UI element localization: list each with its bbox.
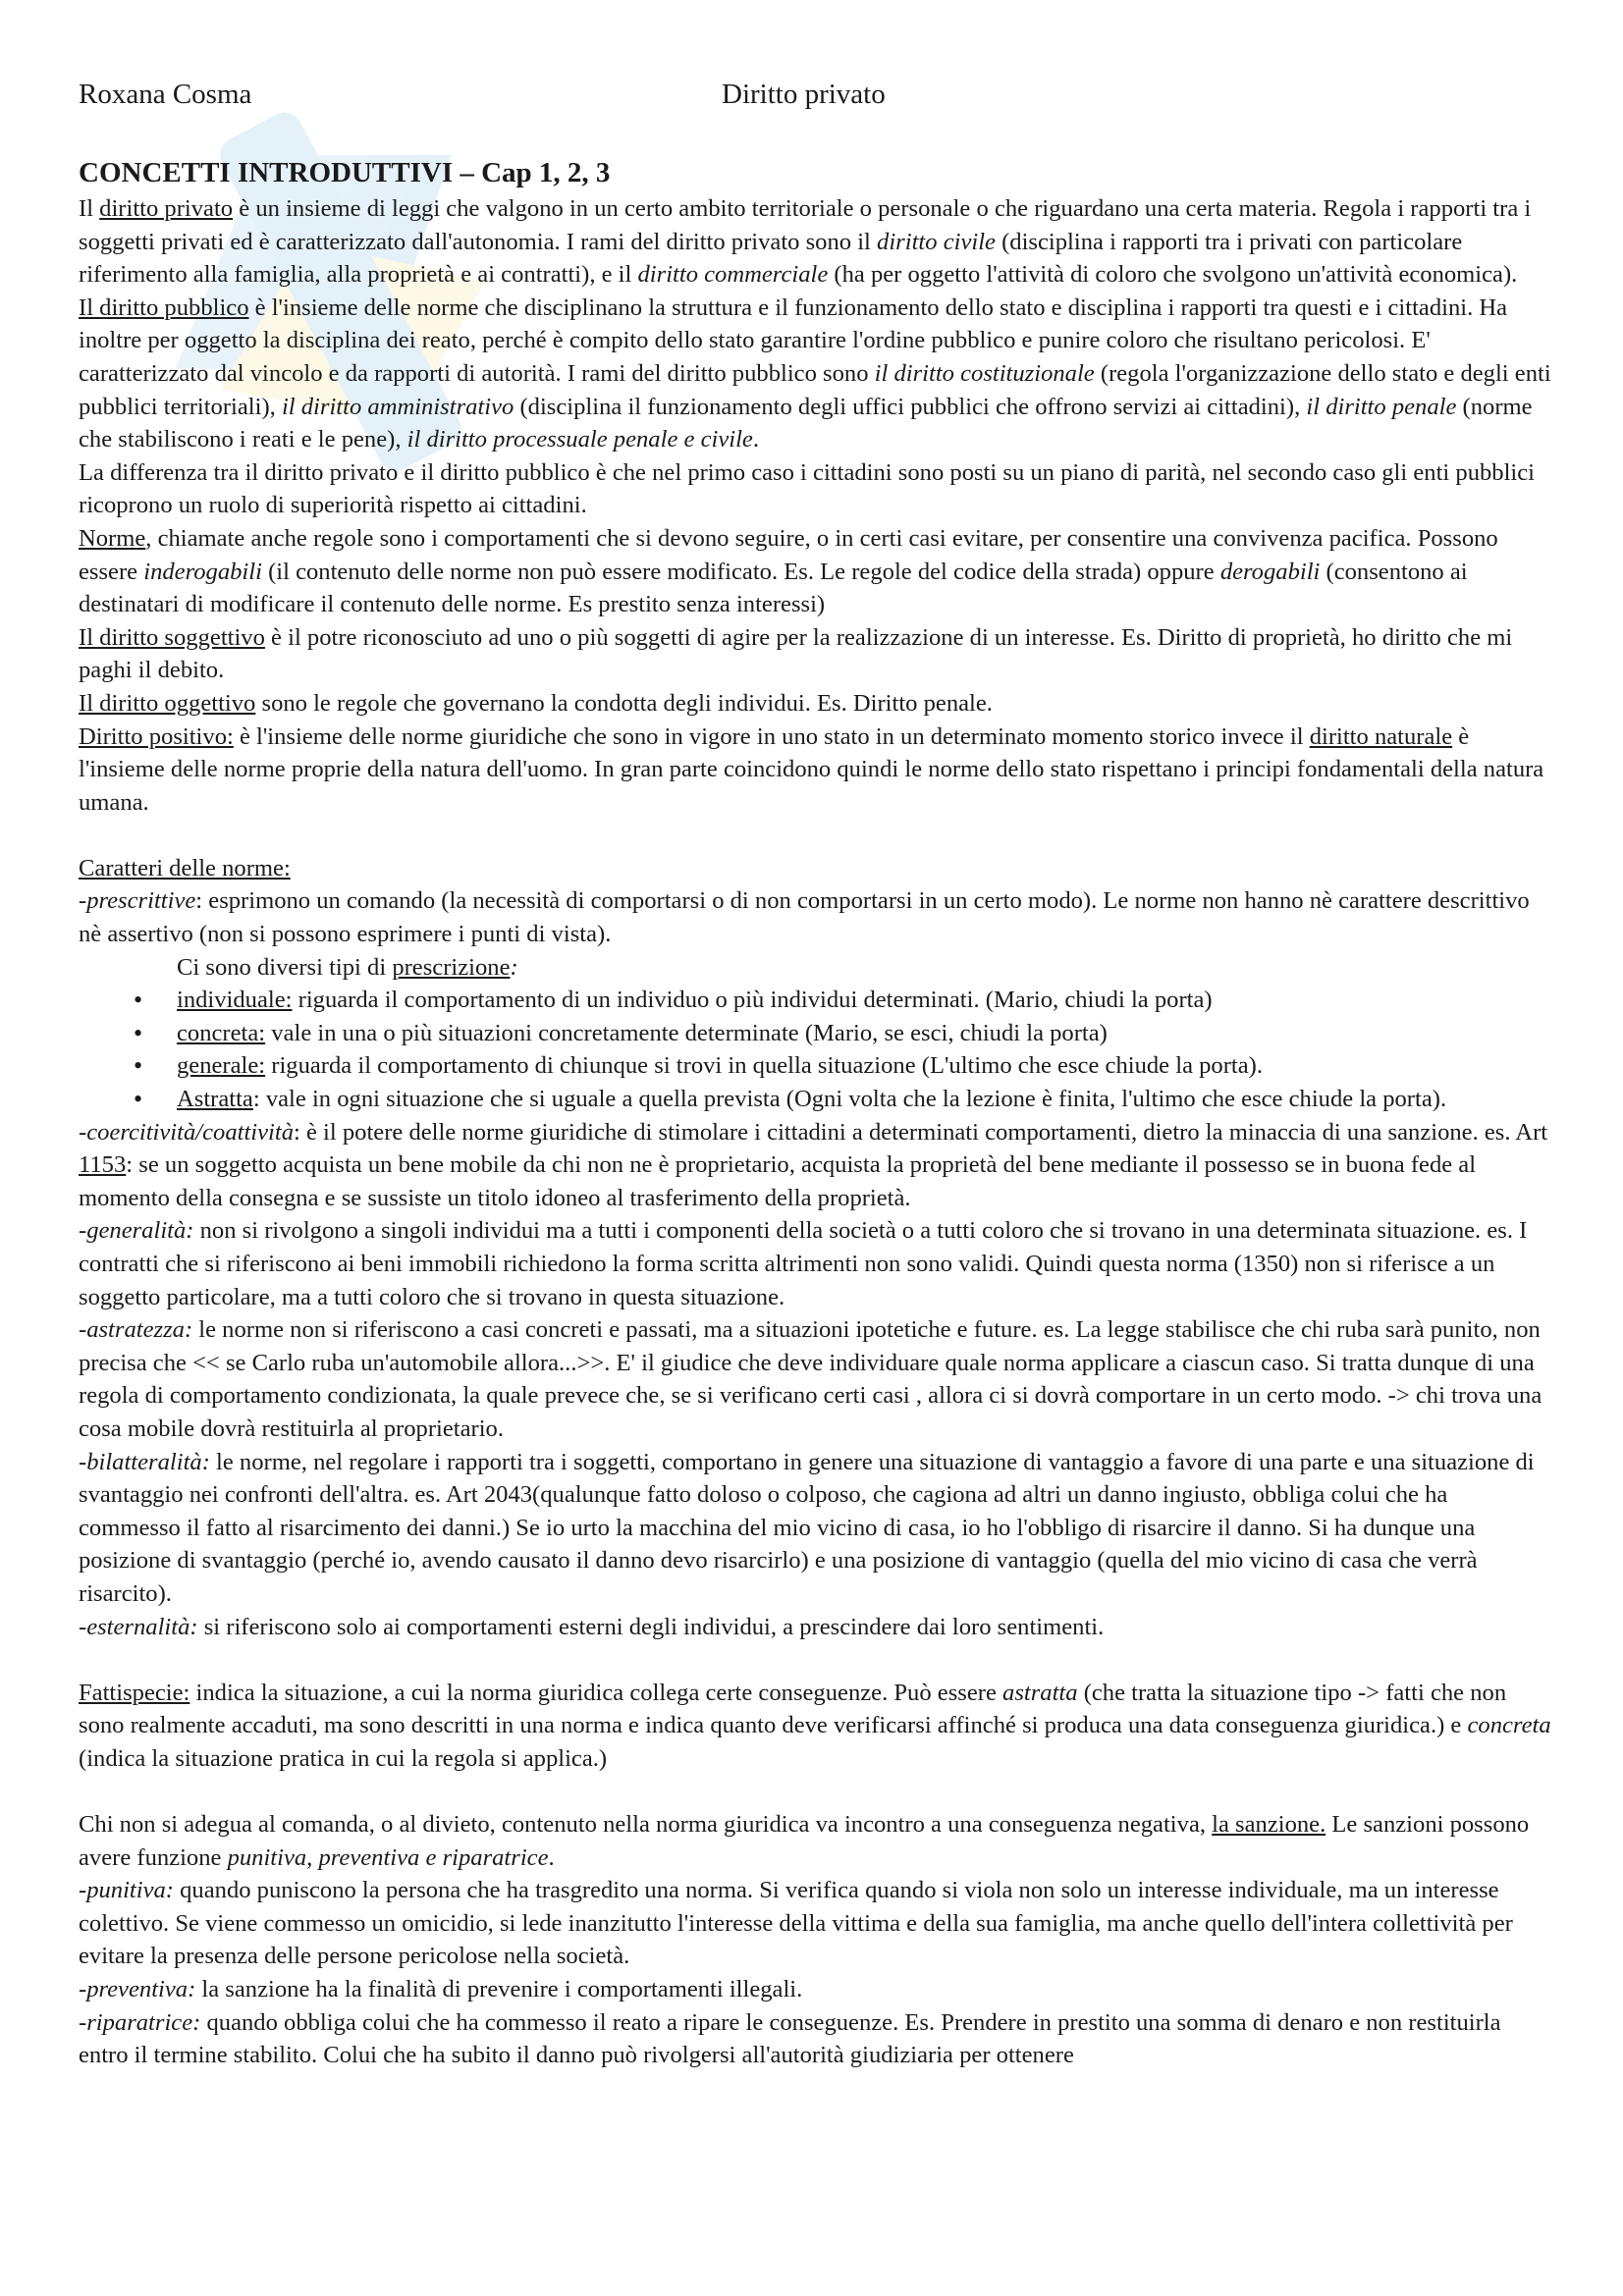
paragraph-coercitivita: -coercitività/coattività: è il potere delle norme giuridiche di stimolare i cittadini a determinati comportamenti, dietro la minaccia di una sanzione. es. Art 1153: se un soggetto acquista un bene mobile da chi non ne è proprietario, acquista la proprietà del bene mediante il possesso se in buona fede al momento della consegna e se sussiste un titolo idoneo al trasferimento della proprietà. (79, 1118, 1548, 1211)
paragraph-esternalita: -esternalità: si riferiscono solo ai comportamenti esterni degli individui, a prescindere dai loro sentimenti. (79, 1613, 1105, 1640)
paragraph-diritto-positivo: Diritto positivo: è l'insieme delle norme giuridiche che sono in vigore in uno stato in un determinato momento storico invece il diritto naturale è l'insieme delle norme proprie della natura dell'uomo. In gran parte coincidono quindi le norme dello stato rispettano i principi fondamentali della natura umana. (79, 722, 1544, 816)
author-name: Roxana Cosma (79, 79, 252, 110)
paragraph-diritto-oggettivo: Il diritto oggettivo sono le regole che governano la condotta degli individui. Es. Diritto penale. (79, 689, 993, 717)
list-item: • Astratta: vale in ogni situazione che si uguale a quella prevista (Ogni volta che la lezione è finita, l'ultimo che esce chiude la porta). (177, 1083, 1553, 1116)
paragraph-tipi-prescrizione: Ci sono diversi tipi di prescrizione: (177, 953, 518, 981)
paragraph-norme: Norme, chiamate anche regole sono i comportamenti che si devono seguire, o in certi casi evitare, per consentire una convivenza pacifica. Possono essere inderogabili (il contenuto delle norme non può essere modificato. Es. Le regole del codice della strada) oppure derogabili (consentono ai destinatari di modificare il contenuto delle norme. Es prestito senza interessi) (79, 524, 1498, 618)
paragraph-sanzione: Chi non si adegua al comanda, o al divieto, contenuto nella norma giuridica va incontro a una conseguenza negativa, la sanzione. Le sanzioni possono avere funzione punitiva, preventiva e riparatrice. (79, 1811, 1530, 1871)
list-item: • concreta: vale in una o più situazioni concretamente determinate (Mario, se esci, chiudi la porta) (177, 1017, 1553, 1050)
heading-caratteri: Caratteri delle norme: (79, 854, 291, 881)
paragraph-diritto-privato: Il diritto privato è un insieme di leggi che valgono in un certo ambito territoriale o personale o che riguardano una certa materia. Regola i rapporti tra i soggetti privati ed è caratterizzato dall'autonomia. I rami del diritto privato sono il diritto civile (disciplina i rapporti tra i privati con particolare riferimento alla famiglia, alla proprietà e ai contratti), e il diritto commerciale (ha per oggetto l'attività di coloro che svolgono un'attività economica). (79, 195, 1532, 289)
list-item: • individuale: riguarda il comportamento di un individuo o più individui determinati. (Mario, chiudi la porta) (177, 984, 1553, 1017)
section-title: CONCETTI INTRODUTTIVI – Cap 1, 2, 3 (79, 157, 611, 188)
page-header (79, 79, 1551, 118)
document-body (79, 155, 1553, 2072)
paragraph-generalita: -generalità: non si rivolgono a singoli individui ma a tutti i componenti della società o a tutti coloro che si trovano in una determinata situazione. es. I contratti che si riferiscono ai beni immobili richiedono la forma scritta altrimenti non sono validi. Quindi questa norma (1350) non si riferisce a un soggetto particolare, ma a tutti coloro che si trovano in questa situazione. (79, 1217, 1528, 1310)
paragraph-diritto-soggettivo: Il diritto soggettivo è il potre riconosciuto ad uno o più soggetti di agire per la realizzazione di un interesse. Es. Diritto di proprietà, ho diritto che mi paghi il debito. (79, 623, 1513, 684)
paragraph-astratezza: -astratezza: le norme non si riferiscono a casi concreti e passati, ma a situazioni ipotetiche e future. es. La legge stabilisce che chi ruba sarà punito, non precisa che << se Carlo ruba un'automobile allora...>>. E' il giudice che deve individuare quale norma applicare a ciascun caso. Si tratta dunque di una regola di comportamento condizionata, la quale prevece che, se si verificano certi casi , allora ci si dovrà comportare in un certo modo. -> chi trova una cosa mobile dovrà restituirla al proprietario. (79, 1316, 1542, 1442)
document-title: Diritto privato (722, 79, 886, 110)
paragraph-differenza: La differenza tra il diritto privato e il diritto pubblico è che nel primo caso i cittadini sono posti su un piano di parità, nel secondo caso gli enti pubblici ricoprono un ruolo di superiorità rispetto ai cittadini. (79, 458, 1535, 519)
paragraph-riparatrice: -riparatrice: quando obbliga colui che ha commesso il reato a ripare le conseguenze. Es. Prendere in prestito una somma di denaro e non restituirla entro il termine stabilito. Colui che ha subito il danno può rivolgersi all'autorità giudiziaria per ottenere (79, 2008, 1501, 2069)
paragraph-fattispecie: Fattispecie: indica la situazione, a cui la norma giuridica collega certe conseguenze. Può essere astratta (che tratta la situazione tipo -> fatti che non sono realmente accaduti, ma sono descritti in una norma e indica quanto deve verificarsi affinché si produca una data conseguenza giuridica.) e concreta (indica la situazione pratica in cui la regola si applica.) (79, 1679, 1551, 1772)
list-item: • generale: riguarda il comportamento di chiunque si trovi in quella situazione (L'ultimo che esce chiude la porta). (177, 1049, 1553, 1083)
paragraph-punitiva: -punitiva: quando puniscono la persona che ha trasgredito una norma. Si verifica quando si viola non solo un interesse individuale, ma un interesse colettivo. Se viene commesso un omicidio, si lede inanzitutto l'interesse della vittima e della sua famiglia, ma anche quello dell'intera collettività per evitare la presenza delle persone pericolose nella società. (79, 1877, 1513, 1970)
term-norme: Norme (79, 524, 146, 552)
prescrizione-list (79, 984, 1553, 1115)
term-diritto-privato: diritto privato (99, 195, 234, 222)
paragraph-bilatteralita: -bilatteralità: le norme, nel regolare i rapporti tra i soggetti, comportano in genere una situazione di vantaggio a favore di una parte e una situazione di svantaggio nei confronti dell'altra. es. Art 2043(qualunque fatto doloso o colposo, che cagiona ad altri un danno ingiusto, obbliga colui che ha commesso il fatto al risarcimento dei danni.) Se io urto la macchina del mio vicino di casa, io ho l'obbligo di risarcire il danno. Si ha dunque una posizione di svantaggio (perché io, avendo causato il danno devo risarcirlo) e una posizione di vantaggio (quella del mio vicino di casa che verrà risarcito). (79, 1448, 1535, 1607)
paragraph-diritto-pubblico: Il diritto pubblico è l'insieme delle norme che disciplinano la struttura e il funzionamento dello stato e disciplina i rapporti tra questi e i cittadini. Ha inoltre per oggetto la disciplina dei reato, perché è compito dello stato garantire l'ordine pubblico e punire coloro che risultano pericolosi. E' caratterizzato dal vincolo e da rapporti di autorità. I rami del diritto pubblico sono il diritto costituzionale (regola l'organizzazione dello stato e degli enti pubblici territoriali), il diritto amministrativo (disciplina il funzionamento degli uffici pubblici che offrono servizi ai cittadini), il diritto penale (norme che stabiliscono i reati e le pene), il diritto processuale penale e civile. (79, 294, 1551, 454)
paragraph-prescrittive: -prescrittive: esprimono un comando (la necessità di comportarsi o di non comportarsi in un certo modo). Le norme non hanno nè carattere descrittivo nè assertivo (non si possono esprimere i punti di vista). (79, 887, 1530, 948)
paragraph-preventiva: -preventiva: la sanzione ha la finalità di prevenire i comportamenti illegali. (79, 1976, 803, 2003)
term-diritto-pubblico: Il diritto pubblico (79, 294, 249, 321)
